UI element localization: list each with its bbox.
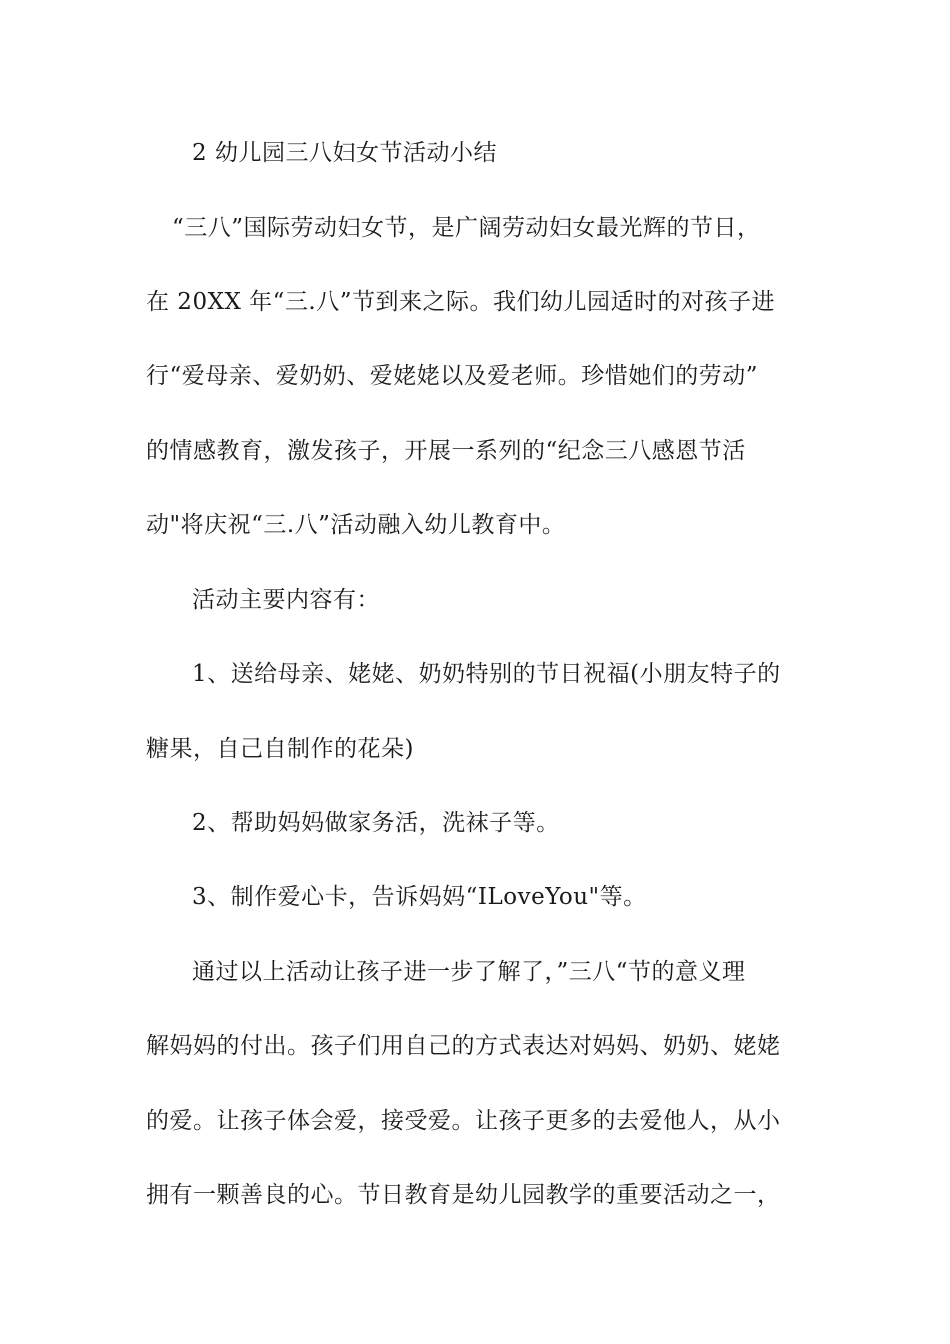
list-item: 3、制作爱心卡，告诉妈妈“ILoveYou"等。 — [192, 884, 647, 910]
paragraph-line: “三八”国际劳动妇女节，是广阔劳动妇女最光辉的节日， — [172, 215, 761, 241]
paragraph-line: 解妈妈的付出。孩子们用自己的方式表达对妈妈、奶奶、姥姥 — [146, 1033, 781, 1059]
list-item-continuation: 糖果，自己自制作的花朵) — [146, 736, 414, 762]
paragraph-line: 通过以上活动让孩子进一步了解了，”三八“节的意义理 — [192, 959, 746, 985]
paragraph-line: 在 20XX 年“三.八”节到来之际。我们幼儿园适时的对孩子进 — [146, 289, 775, 315]
document-title: 2 幼儿园三八妇女节活动小结 — [192, 140, 497, 166]
paragraph-line: 的爱。让孩子体会爱，接受爱。让孩子更多的去爱他人，从小 — [146, 1108, 781, 1134]
paragraph-line: 拥有一颗善良的心。节日教育是幼儿园教学的重要活动之一， — [146, 1182, 781, 1208]
list-item: 1、送给母亲、姥姥、奶奶特别的节日祝福(小朋友特子的 — [192, 661, 781, 687]
list-item: 2、帮助妈妈做家务活，洗袜子等。 — [192, 810, 560, 836]
paragraph-line: 动"将庆祝“三.八”活动融入幼儿教育中。 — [146, 512, 566, 538]
paragraph-line: 的情感教育，激发孩子，开展一系列的“纪念三八感恩节活 — [146, 438, 746, 464]
section-heading: 活动主要内容有： — [192, 587, 380, 613]
paragraph-line: 行“爱母亲、爱奶奶、爱姥姥以及爱老师。珍惜她们的劳动” — [146, 363, 759, 389]
